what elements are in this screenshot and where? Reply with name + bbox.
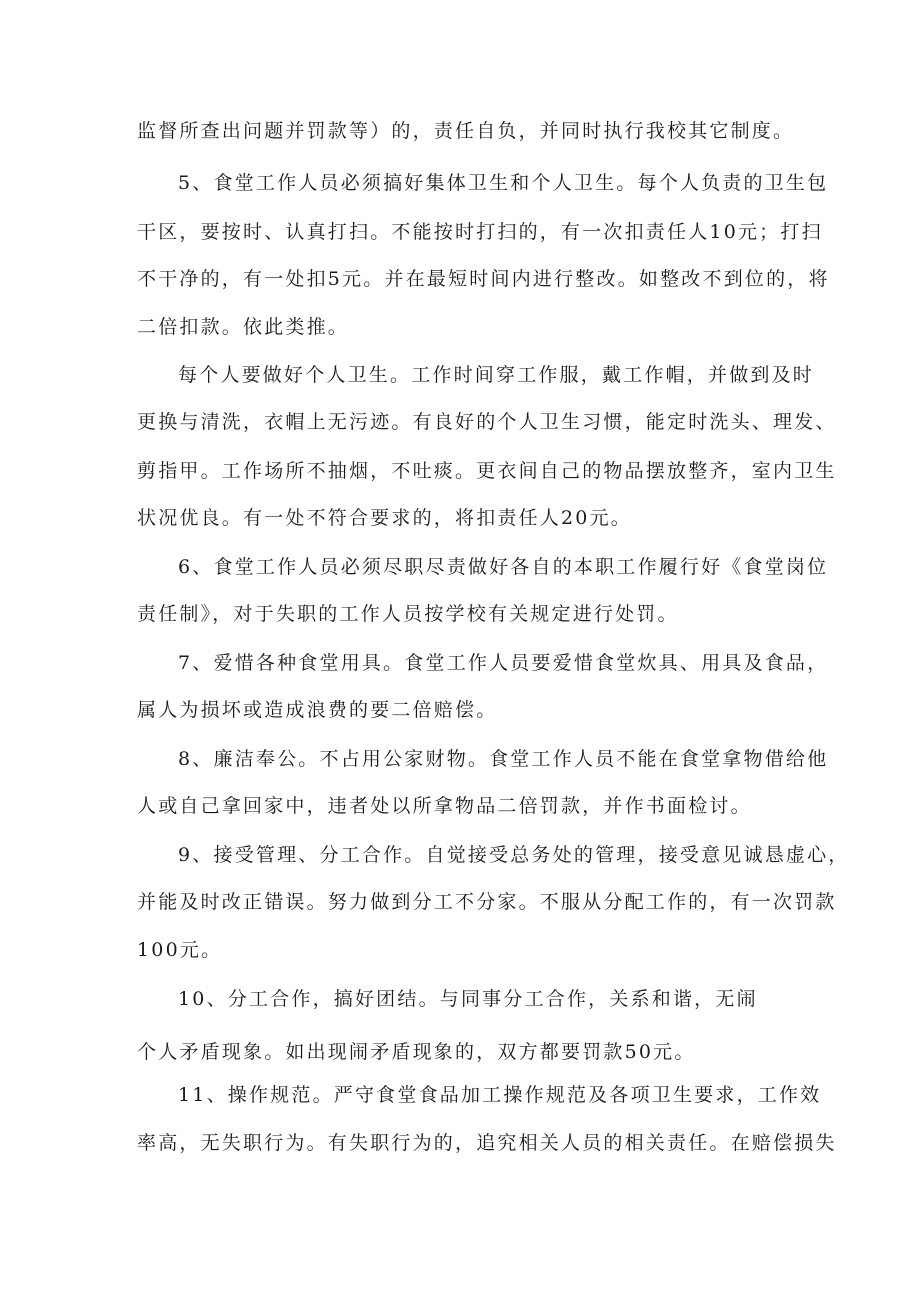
text-line: 每个人要做好个人卫生。工作时间穿工作服，戴工作帽，并做到及时 <box>178 364 815 386</box>
text-line: 7、爱惜各种食堂用具。食堂工作人员要爱惜食堂炊具、用具及食品， <box>178 652 829 674</box>
text-line: 6、食堂工作人员必须尽职尽责做好各自的本职工作履行好《食堂岗位 <box>178 556 829 578</box>
text-line: 个人矛盾现象。如出现闹矛盾现象的，双方都要罚款50元。 <box>137 1041 696 1063</box>
text-line: 11、操作规范。严守食堂食品加工操作规范及各项卫生要求，工作效 <box>178 1084 822 1106</box>
text-line: 更换与清洗，衣帽上无污迹。有良好的个人卫生习惯，能定时洗头、理发、 <box>137 411 837 433</box>
text-line: 人或自己拿回家中，违者处以所拿物品二倍罚款，并作书面检讨。 <box>137 795 752 817</box>
text-line: 干区，要按时、认真打扫。不能按时打扫的，有一次扣责任人10元；打扫 <box>137 221 823 243</box>
text-line: 剪指甲。工作场所不抽烟，不吐痰。更衣间自己的物品摆放整齐，室内卫生 <box>137 460 837 482</box>
text-line: 100元。 <box>137 939 223 961</box>
text-line: 属人为损坏或造成浪费的要二倍赔偿。 <box>137 699 498 721</box>
text-line: 10、分工合作，搞好团结。与同事分工合作，关系和谐，无闹 <box>178 988 758 1010</box>
text-line: 并能及时改正错误。努力做到分工不分家。不服从分配工作的，有一次罚款 <box>137 891 837 913</box>
text-line: 9、接受管理、分工合作。自觉接受总务处的管理，接受意见诚恳虚心， <box>178 844 850 866</box>
text-line: 5、食堂工作人员必须搞好集体卫生和个人卫生。每个人负责的卫生包 <box>178 172 829 194</box>
text-line: 状况优良。有一处不符合要求的，将扣责任人20元。 <box>137 507 632 529</box>
text-line: 不干净的，有一处扣5元。并在最短时间内进行整改。如整改不到位的，将 <box>137 268 830 290</box>
text-line: 二倍扣款。依此类推。 <box>137 316 350 338</box>
text-line: 率高，无失职行为。有失职行为的，追究相关人员的相关责任。在赔偿损失 <box>137 1132 837 1154</box>
text-line: 8、廉洁奉公。不占用公家财物。食堂工作人员不能在食堂拿物借给他 <box>178 748 829 770</box>
text-line: 监督所查出问题并罚款等）的，责任自负，并同时执行我校其它制度。 <box>137 120 795 142</box>
text-line: 责任制》，对于失职的工作人员按学校有关规定进行处罚。 <box>137 603 679 625</box>
